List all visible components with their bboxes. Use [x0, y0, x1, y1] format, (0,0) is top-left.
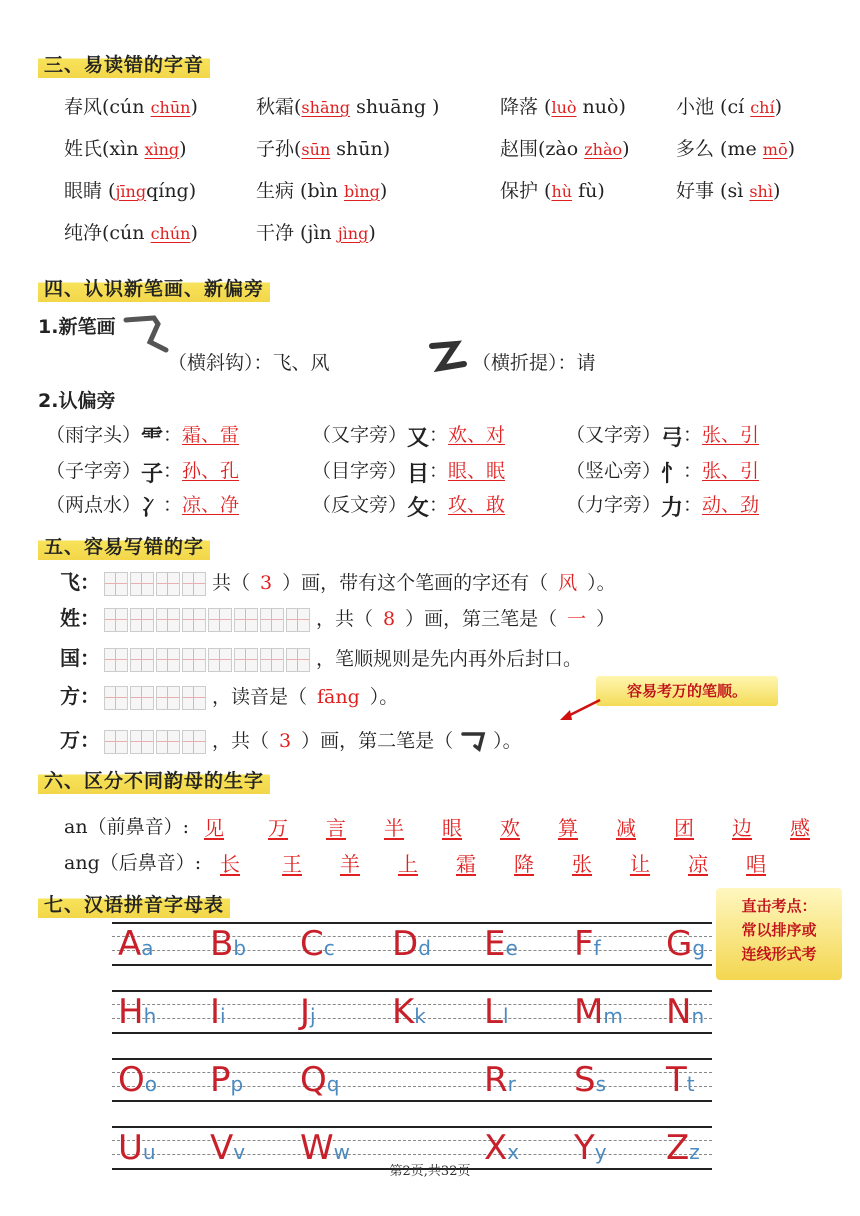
question-text: ，笔顺规则是先内再外后封口。 — [316, 648, 583, 670]
stroke-order-box — [104, 686, 128, 710]
grid-line — [112, 1154, 712, 1155]
word-with-wrong-pinyin: 多么 (me — [676, 138, 763, 160]
radical-name: （竖心旁） — [566, 460, 662, 482]
new-strokes-heading: 1.新笔画 — [38, 316, 116, 338]
an-character: 团 — [674, 816, 694, 840]
lowercase-letter: n — [691, 1004, 705, 1028]
ang-character: 降 — [514, 852, 534, 876]
stroke-order-row — [60, 724, 522, 755]
radical-examples: 张、引 — [702, 460, 760, 482]
target-character: 飞： — [60, 570, 100, 594]
radical-colon: ： — [683, 424, 703, 446]
uppercase-letter: S — [574, 1060, 596, 1100]
uppercase-letter: F — [574, 924, 594, 964]
grid-line — [112, 1086, 712, 1087]
uppercase-letter: O — [118, 1060, 145, 1100]
correct-pinyin: luò — [551, 98, 577, 117]
lowercase-letter: p — [230, 1072, 244, 1096]
pinyin-suffix: ) — [772, 180, 781, 202]
radical-name: （目字旁） — [312, 460, 408, 482]
lowercase-letter: t — [686, 1072, 695, 1096]
word-pronunciation-item — [64, 218, 198, 245]
correct-pinyin: chūn — [150, 98, 191, 117]
stroke-order-box — [104, 572, 128, 596]
question-text-3: ） — [596, 608, 616, 630]
word-pronunciation-item — [676, 134, 795, 161]
word-with-wrong-pinyin: 秋霜( — [256, 96, 302, 118]
uppercase-letter: K — [392, 992, 415, 1032]
uppercase-letter: W — [300, 1128, 334, 1168]
lowercase-letter: b — [233, 936, 247, 960]
exam-tip-line-1: 直击考点： — [741, 897, 817, 915]
stroke-order-box — [182, 686, 206, 710]
radical-colon: ： — [683, 494, 703, 516]
word-with-wrong-pinyin: 子孙( — [256, 138, 302, 160]
exam-tip-line-2: 常以排序或 — [741, 921, 817, 939]
word-pronunciation-item — [256, 176, 387, 203]
correct-pinyin: xìng — [144, 140, 180, 159]
lowercase-letter: e — [505, 936, 518, 960]
exam-tip-line-3: 连线形式考 — [741, 945, 817, 963]
radical-item — [312, 420, 505, 452]
question-text-2: ）画，第三笔是（ — [405, 608, 558, 630]
lowercase-letter: x — [507, 1140, 520, 1164]
lowercase-letter: u — [142, 1140, 156, 1164]
answer-value: 8 — [383, 608, 396, 630]
section-7-title: 七、汉语拼音字母表 — [38, 888, 230, 918]
letter-pair — [300, 1060, 339, 1100]
radical-examples: 欢、对 — [448, 424, 506, 446]
question-text: ，读音是（ — [212, 686, 308, 708]
letter-pair — [210, 1060, 243, 1100]
ang-character: 张 — [572, 852, 592, 876]
uppercase-letter: H — [118, 992, 144, 1032]
radical-examples: 眼、眠 — [448, 460, 506, 482]
question-text-2: ）画，第二笔是（ — [301, 730, 454, 752]
uppercase-letter: T — [666, 1060, 687, 1100]
radical-glyph-icon: 忄 — [661, 460, 684, 487]
stroke-order-box — [156, 608, 180, 632]
word-with-wrong-pinyin: 生病 (bìn — [256, 180, 344, 202]
letter-pair — [300, 992, 316, 1032]
radical-item — [566, 456, 759, 488]
section-4-title: 四、认识新笔画、新偏旁 — [38, 272, 270, 302]
stroke-order-row — [60, 566, 616, 596]
word-pronunciation-item — [500, 92, 626, 119]
uppercase-letter: A — [118, 924, 142, 964]
correct-pinyin: chí — [750, 98, 775, 117]
exam-tip-callout — [716, 888, 842, 980]
question-text-3: ）。 — [587, 572, 616, 594]
radical-name: （反文旁） — [312, 494, 408, 516]
grid-line — [112, 1058, 712, 1060]
lowercase-letter: r — [507, 1072, 516, 1096]
radical-item — [566, 490, 759, 522]
answer-value: fāng — [317, 686, 360, 708]
stroke-order-box — [130, 648, 154, 672]
stroke-order-box — [182, 648, 206, 672]
pinyin-suffix: ) — [190, 222, 198, 244]
radical-glyph-icon: 力 — [661, 494, 684, 521]
radical-examples: 凉、净 — [182, 494, 240, 516]
word-with-wrong-pinyin: 纯净(cún — [64, 222, 151, 244]
ang-character: 羊 — [340, 852, 360, 876]
letter-pair — [210, 992, 226, 1032]
pinyin-suffix: ) — [787, 138, 795, 160]
word-pronunciation-item — [64, 176, 196, 203]
letter-pair — [574, 1060, 606, 1100]
an-character: 算 — [558, 816, 578, 840]
an-character: 边 — [732, 816, 752, 840]
question-text: ，共（ — [212, 730, 270, 752]
stroke-order-box — [156, 730, 180, 754]
lowercase-letter: s — [595, 1072, 607, 1096]
word-with-wrong-pinyin: 小池 (cí — [676, 96, 751, 118]
radical-colon: ： — [163, 460, 183, 482]
section-6-title: 六、区分不同韵母的生字 — [38, 764, 270, 794]
grid-line — [112, 1072, 712, 1073]
uppercase-letter: X — [484, 1128, 508, 1168]
stroke-order-row — [60, 680, 398, 710]
word-pronunciation-item — [256, 134, 390, 161]
target-character: 万： — [60, 728, 100, 752]
correct-pinyin: zhào — [584, 140, 623, 159]
lowercase-letter: z — [689, 1140, 700, 1164]
pinyin-suffix: nuò) — [576, 96, 626, 118]
hengzheti-stroke-icon — [424, 338, 470, 380]
lowercase-letter: h — [143, 1004, 157, 1028]
radical-glyph-icon: 冫 — [141, 494, 164, 521]
answer-value: 3 — [279, 730, 292, 752]
page-footer: 第2页,共32页 — [389, 1164, 471, 1179]
target-character: 国： — [60, 646, 100, 670]
lowercase-letter: i — [220, 1004, 226, 1028]
radical-colon: ： — [163, 494, 183, 516]
word-with-wrong-pinyin: 赵围(zào — [500, 138, 585, 160]
radical-glyph-icon: 目 — [407, 460, 430, 487]
letter-pair — [300, 924, 335, 964]
word-with-wrong-pinyin: 干净 (jìn — [256, 222, 338, 244]
radicals-heading: 2.认偏旁 — [38, 390, 116, 412]
word-pronunciation-item — [64, 134, 187, 161]
radical-examples: 张、引 — [702, 424, 760, 446]
correct-pinyin: mō — [762, 140, 788, 159]
stroke-order-strip — [104, 730, 208, 754]
stroke-order-box — [182, 730, 206, 754]
word-pronunciation-item — [256, 92, 439, 119]
radical-colon: ： — [429, 460, 449, 482]
pinyin-suffix: ) — [179, 138, 187, 160]
lowercase-letter: g — [692, 936, 706, 960]
lowercase-letter: m — [603, 1004, 623, 1028]
correct-pinyin: jìng — [337, 224, 369, 243]
uppercase-letter: L — [484, 992, 503, 1032]
stroke-order-strip — [104, 686, 208, 710]
stroke-order-box — [234, 648, 258, 672]
grid-line — [112, 964, 712, 966]
ang-character: 上 — [398, 852, 418, 876]
stroke-1-description: （横斜钩）：飞、风 — [168, 352, 330, 374]
word-with-wrong-pinyin: 保护 ( — [500, 180, 552, 202]
letter-pair — [118, 1060, 157, 1100]
letter-pair — [666, 1060, 695, 1100]
stroke-order-box — [234, 608, 258, 632]
radical-name: （又字旁） — [312, 424, 408, 446]
letter-pair — [574, 992, 623, 1032]
lowercase-letter: y — [594, 1140, 607, 1164]
callout-arrow-icon — [556, 696, 604, 724]
radical-item — [312, 456, 505, 488]
radical-glyph-icon: 子 — [141, 460, 164, 487]
radical-name: （又字旁） — [566, 424, 662, 446]
uppercase-letter: V — [210, 1128, 234, 1168]
stroke-order-box — [130, 572, 154, 596]
ang-character: 长 — [220, 852, 240, 876]
question-text-2: ）。 — [369, 686, 399, 708]
stroke-order-box — [104, 648, 128, 672]
word-pronunciation-item — [500, 134, 630, 161]
radical-item — [46, 490, 239, 522]
radical-glyph-icon: 攵 — [407, 494, 430, 521]
radical-examples: 孙、孔 — [182, 460, 240, 482]
an-character: 减 — [616, 816, 636, 840]
pinyin-suffix: shūn) — [330, 138, 391, 160]
an-character: 半 — [384, 816, 404, 840]
correct-pinyin: shì — [749, 182, 773, 201]
lowercase-letter: k — [414, 1004, 426, 1028]
an-character: 万 — [268, 816, 288, 840]
correct-pinyin: sūn — [301, 140, 331, 159]
radical-glyph-icon: 又 — [407, 424, 430, 451]
radical-glyph-icon: ⻗ — [141, 424, 164, 451]
stroke-order-box — [182, 572, 206, 596]
radical-name: （力字旁） — [566, 494, 662, 516]
an-character: 眼 — [442, 816, 462, 840]
word-with-wrong-pinyin: 好事 (sì — [676, 180, 750, 202]
radical-name: （子字旁） — [46, 460, 142, 482]
grid-line — [112, 1126, 712, 1128]
radical-colon: ： — [429, 494, 449, 516]
word-with-wrong-pinyin: 姓氏(xìn — [64, 138, 145, 160]
grid-line — [112, 1100, 712, 1102]
lowercase-letter: j — [310, 1004, 316, 1028]
radical-item — [46, 456, 239, 488]
grid-line — [112, 1140, 712, 1141]
lowercase-letter: d — [418, 936, 431, 960]
stroke-order-box — [260, 608, 284, 632]
radical-colon: ： — [429, 424, 449, 446]
ang-character: 霜 — [456, 852, 476, 876]
letter-pair — [392, 992, 426, 1032]
uppercase-letter: Q — [300, 1060, 327, 1100]
radical-item — [566, 420, 759, 452]
grid-line — [112, 1032, 712, 1034]
radical-name: （两点水） — [46, 494, 142, 516]
answer-value-2: 风 — [558, 572, 578, 594]
lowercase-letter: o — [144, 1072, 158, 1096]
stroke-order-box — [156, 572, 180, 596]
stroke-order-box — [156, 648, 180, 672]
stroke-order-box — [182, 608, 206, 632]
radical-examples: 霜、雷 — [182, 424, 240, 446]
uppercase-letter: U — [118, 1128, 143, 1168]
letter-pair — [666, 992, 704, 1032]
stroke-order-box — [104, 730, 128, 754]
radical-examples: 攻、敢 — [448, 494, 506, 516]
ang-label: ang（后鼻音）: — [64, 852, 202, 874]
stroke-order-box — [130, 730, 154, 754]
question-text: ，共（ — [316, 608, 374, 630]
an-character: 感 — [790, 816, 810, 840]
stroke-order-strip — [104, 572, 208, 596]
letter-pair — [484, 992, 509, 1032]
target-character: 方： — [60, 684, 100, 708]
stroke-order-strip — [104, 648, 312, 672]
ang-character: 王 — [282, 852, 302, 876]
lowercase-letter: c — [323, 936, 335, 960]
letter-pair — [118, 924, 154, 964]
word-pronunciation-item — [256, 218, 376, 245]
word-pronunciation-item — [676, 176, 780, 203]
pinyin-suffix: ) — [190, 96, 198, 118]
uppercase-letter: Y — [574, 1128, 595, 1168]
uppercase-letter: G — [666, 924, 693, 964]
word-pronunciation-item — [676, 92, 782, 119]
correct-pinyin: chún — [150, 224, 191, 243]
pinyin-suffix: ) — [379, 180, 388, 202]
four-line-grid — [112, 1058, 712, 1102]
lowercase-letter: w — [333, 1140, 350, 1164]
ang-character: 凉 — [688, 852, 708, 876]
uppercase-letter: Z — [666, 1128, 690, 1168]
section-5-title: 五、容易写错的字 — [38, 530, 210, 560]
letter-pair — [574, 924, 601, 964]
an-character: 言 — [326, 816, 346, 840]
radical-colon: ： — [683, 460, 703, 482]
stroke-order-box — [104, 608, 128, 632]
uppercase-letter: D — [392, 924, 419, 964]
uppercase-letter: R — [484, 1060, 508, 1100]
target-character: 姓： — [60, 606, 100, 630]
correct-pinyin: hù — [551, 182, 573, 201]
hengxiegou-stroke-icon — [120, 310, 172, 356]
radical-colon: ： — [163, 424, 183, 446]
stroke-order-box — [286, 608, 310, 632]
answer-value-2: 一 — [567, 608, 587, 630]
stroke-order-box — [130, 686, 154, 710]
uppercase-letter: I — [210, 992, 221, 1032]
question-text-2: ）画，带有这个笔画的字还有（ — [282, 572, 549, 594]
stroke-order-strip — [104, 608, 312, 632]
radical-name: （雨字头） — [46, 424, 142, 446]
radical-examples: 动、劲 — [702, 494, 760, 516]
letter-pair — [210, 924, 246, 964]
stroke-order-box — [260, 648, 284, 672]
letter-pair — [118, 992, 156, 1032]
uppercase-letter: B — [210, 924, 234, 964]
pinyin-suffix: ) — [774, 96, 783, 118]
lowercase-letter: l — [502, 1004, 509, 1028]
word-with-wrong-pinyin: 春风(cún — [64, 96, 151, 118]
pinyin-suffix: qíng) — [146, 180, 197, 202]
word-pronunciation-item — [64, 92, 198, 119]
radical-glyph-icon: 弓 — [661, 424, 684, 451]
letter-pair — [484, 1060, 516, 1100]
correct-pinyin: shāng — [301, 98, 351, 117]
stroke-order-row — [60, 602, 615, 632]
stroke-2-description: （横折提）：请 — [472, 352, 596, 374]
uppercase-letter: J — [300, 992, 311, 1032]
uppercase-letter: E — [484, 924, 506, 964]
pinyin-suffix: ) — [622, 138, 630, 160]
question-text-3: ）。 — [493, 730, 522, 752]
radical-item — [312, 490, 505, 522]
word-with-wrong-pinyin: 眼睛 ( — [64, 180, 116, 202]
lowercase-letter: a — [141, 936, 154, 960]
uppercase-letter: P — [210, 1060, 231, 1100]
pinyin-suffix: fù) — [572, 180, 605, 202]
lowercase-letter: q — [326, 1072, 340, 1096]
word-with-wrong-pinyin: 降落 ( — [500, 96, 552, 118]
uppercase-letter: N — [666, 992, 692, 1032]
wan-stroke-callout: 容易考万的笔顺。 — [596, 676, 778, 706]
lowercase-letter: f — [593, 936, 601, 960]
stroke-order-box — [208, 608, 232, 632]
stroke-order-box — [208, 648, 232, 672]
uppercase-letter: C — [300, 924, 324, 964]
letter-pair — [666, 924, 705, 964]
ang-character: 唱 — [746, 852, 766, 876]
stroke-order-row — [60, 642, 582, 672]
hengzhegou-stroke-answer-icon — [453, 729, 493, 755]
word-pronunciation-item — [500, 176, 605, 203]
section-3-title: 三、易读错的字音 — [38, 48, 210, 78]
answer-value: 3 — [260, 572, 273, 594]
lowercase-letter: v — [233, 1140, 246, 1164]
stroke-order-box — [130, 608, 154, 632]
stroke-order-box — [156, 686, 180, 710]
an-label: an（前鼻音）: — [64, 816, 189, 838]
ang-character: 让 — [630, 852, 650, 876]
pinyin-suffix: ) — [368, 222, 376, 244]
question-text: 共（ — [212, 572, 251, 594]
radical-item — [46, 420, 239, 452]
letter-pair — [484, 924, 518, 964]
stroke-order-box — [286, 648, 310, 672]
letter-pair — [392, 924, 431, 964]
an-character: 欢 — [500, 816, 520, 840]
uppercase-letter: M — [574, 992, 604, 1032]
pinyin-suffix: shuāng ) — [350, 96, 440, 118]
correct-pinyin: jīng — [115, 182, 147, 201]
an-character: 见 — [204, 816, 224, 840]
correct-pinyin: bìng — [343, 182, 380, 201]
